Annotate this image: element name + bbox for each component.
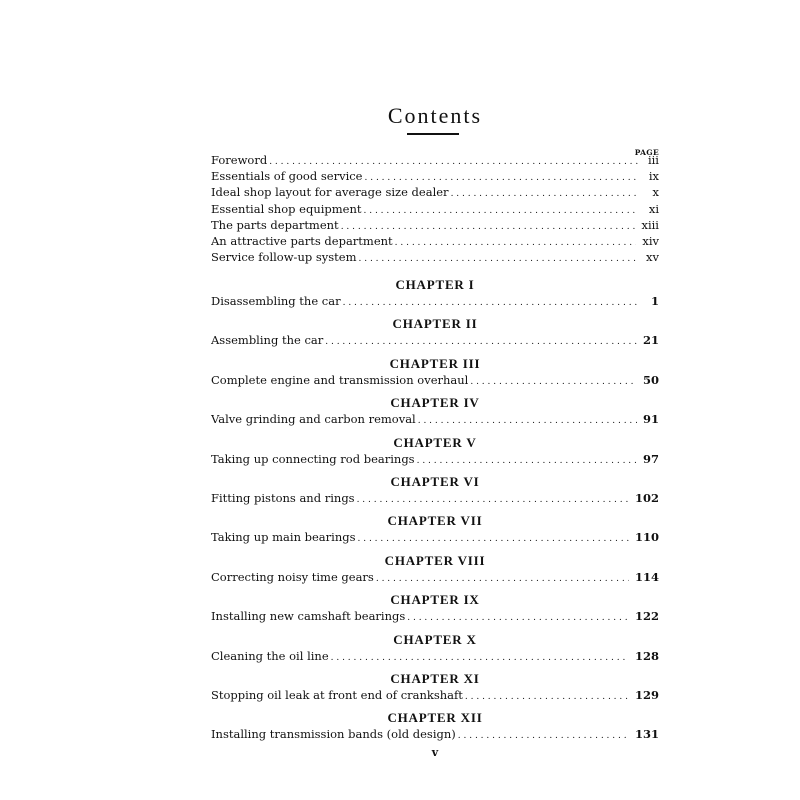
toc-entry <box>211 569 659 585</box>
dot-leader <box>417 451 637 467</box>
toc-entry-page: iii <box>647 153 659 167</box>
toc-entry-label: Correcting noisy time gears <box>211 569 374 584</box>
chapter-block <box>211 434 659 473</box>
toc-entry <box>211 201 659 217</box>
toc-entry-label: Disassembling the car <box>211 294 341 308</box>
toc-entry <box>211 529 659 545</box>
title-rule <box>407 133 459 135</box>
toc-entry-label: Ideal shop layout for average size dealer <box>211 185 449 200</box>
toc-entry-label: Valve grinding and carbon removal <box>211 412 416 427</box>
chapter-heading: CHAPTER II <box>392 316 478 332</box>
chapter-heading: CHAPTER IV <box>390 395 480 411</box>
toc-entry-label: Taking up connecting rod bearings <box>211 451 415 466</box>
toc-entry <box>211 184 659 200</box>
dot-leader <box>395 233 637 249</box>
toc-entry <box>211 293 659 309</box>
toc-entry <box>211 168 659 184</box>
toc-entry <box>211 726 659 742</box>
toc-entry <box>211 687 659 703</box>
chapter-block <box>211 315 659 354</box>
toc-entry <box>211 233 659 249</box>
toc-entry-page: 114 <box>634 569 659 584</box>
toc-entry-label: Assembling the car <box>211 333 324 348</box>
toc-entry <box>211 372 659 388</box>
toc-entry-label: Cleaning the oil line <box>211 648 329 663</box>
dot-leader <box>470 372 637 388</box>
toc-entry-label: Installing new camshaft bearings <box>211 609 406 624</box>
toc-entry <box>211 217 659 233</box>
chapter-heading: CHAPTER V <box>393 434 477 450</box>
toc-entry <box>211 648 659 664</box>
dot-leader <box>357 490 629 506</box>
dot-leader <box>325 332 637 348</box>
chapter-heading: CHAPTER VII <box>387 513 483 529</box>
toc-entry <box>211 490 659 506</box>
toc-entry-page: 97 <box>642 451 659 466</box>
page-column-heading: PAGE <box>634 148 659 157</box>
chapter-list <box>211 276 659 749</box>
toc-entry-page: 50 <box>642 372 659 387</box>
chapter-heading: CHAPTER VI <box>390 473 480 489</box>
toc-entry-label: Foreword <box>211 153 268 167</box>
chapter-block <box>211 473 659 512</box>
toc-entry-page: x <box>652 185 659 200</box>
dot-leader <box>358 529 629 545</box>
chapter-block <box>211 591 659 630</box>
dot-leader <box>451 184 639 200</box>
chapter-block <box>211 552 659 591</box>
toc-entry-label: Essential shop equipment <box>211 201 362 216</box>
toc-entry-page: 128 <box>634 648 659 663</box>
chapter-heading: CHAPTER XI <box>390 670 480 686</box>
dot-leader <box>269 152 639 168</box>
dot-leader <box>343 293 639 309</box>
chapter-heading: CHAPTER XII <box>387 710 483 726</box>
chapter-block <box>211 394 659 433</box>
toc-entry-label: Stopping oil leak at front end of crankshaft <box>211 687 463 702</box>
toc-entry-page: 122 <box>634 609 659 624</box>
toc-entry-label: Installing transmission bands (old design) <box>211 727 456 742</box>
chapter-heading: CHAPTER I <box>395 277 475 292</box>
chapter-heading: CHAPTER IX <box>390 592 480 608</box>
toc-entry-label: The parts department <box>211 217 339 232</box>
chapter-block <box>211 512 659 551</box>
chapter-block <box>211 355 659 394</box>
toc-entry-page: 102 <box>634 490 659 505</box>
toc-entry-label: Essentials of good service <box>211 169 363 184</box>
toc-entry <box>211 332 659 348</box>
toc-entry-label: Fitting pistons and rings <box>211 490 355 505</box>
page-title: Contents <box>387 102 483 128</box>
toc-entry-page: xiv <box>642 233 659 248</box>
chapter-heading: CHAPTER X <box>393 631 477 647</box>
dot-leader <box>331 648 629 664</box>
toc-entry-page: 129 <box>634 687 659 702</box>
toc-entry <box>211 451 659 467</box>
chapter-block <box>211 276 659 315</box>
chapter-block <box>211 631 659 670</box>
dot-leader <box>364 201 640 217</box>
chapter-heading: CHAPTER VIII <box>384 552 486 568</box>
dot-leader <box>458 726 629 742</box>
toc-entry-label: Taking up main bearings <box>211 530 356 545</box>
toc-entry-label: Service follow-up system <box>211 250 357 265</box>
toc-entry <box>211 152 659 168</box>
dot-leader <box>359 249 639 265</box>
toc-entry-label: Complete engine and transmission overhaul <box>211 372 469 387</box>
dot-leader <box>376 569 629 585</box>
toc-entry <box>211 249 659 265</box>
toc-entry-page: 91 <box>642 412 659 427</box>
toc-entry <box>211 411 659 427</box>
chapter-block <box>211 709 659 748</box>
toc-entry-page: 1 <box>650 294 659 308</box>
dot-leader <box>341 217 636 233</box>
toc-entry-label: An attractive parts department <box>211 233 393 248</box>
toc-entry-page: xi <box>648 201 659 216</box>
toc-entry-page: xv <box>646 250 659 265</box>
toc-entry-page: xiii <box>641 217 659 232</box>
toc-entry-page: 21 <box>642 333 659 348</box>
dot-leader <box>365 168 640 184</box>
page-number: v <box>431 746 439 759</box>
chapter-heading: CHAPTER III <box>389 355 481 371</box>
front-matter-list <box>211 152 659 265</box>
dot-leader <box>407 608 629 624</box>
toc-entry-page: 131 <box>634 727 659 742</box>
toc-entry <box>211 608 659 624</box>
toc-entry-page: ix <box>648 169 659 184</box>
dot-leader <box>465 687 629 703</box>
dot-leader <box>418 411 637 427</box>
chapter-block <box>211 670 659 709</box>
toc-entry-page: 110 <box>634 530 659 545</box>
